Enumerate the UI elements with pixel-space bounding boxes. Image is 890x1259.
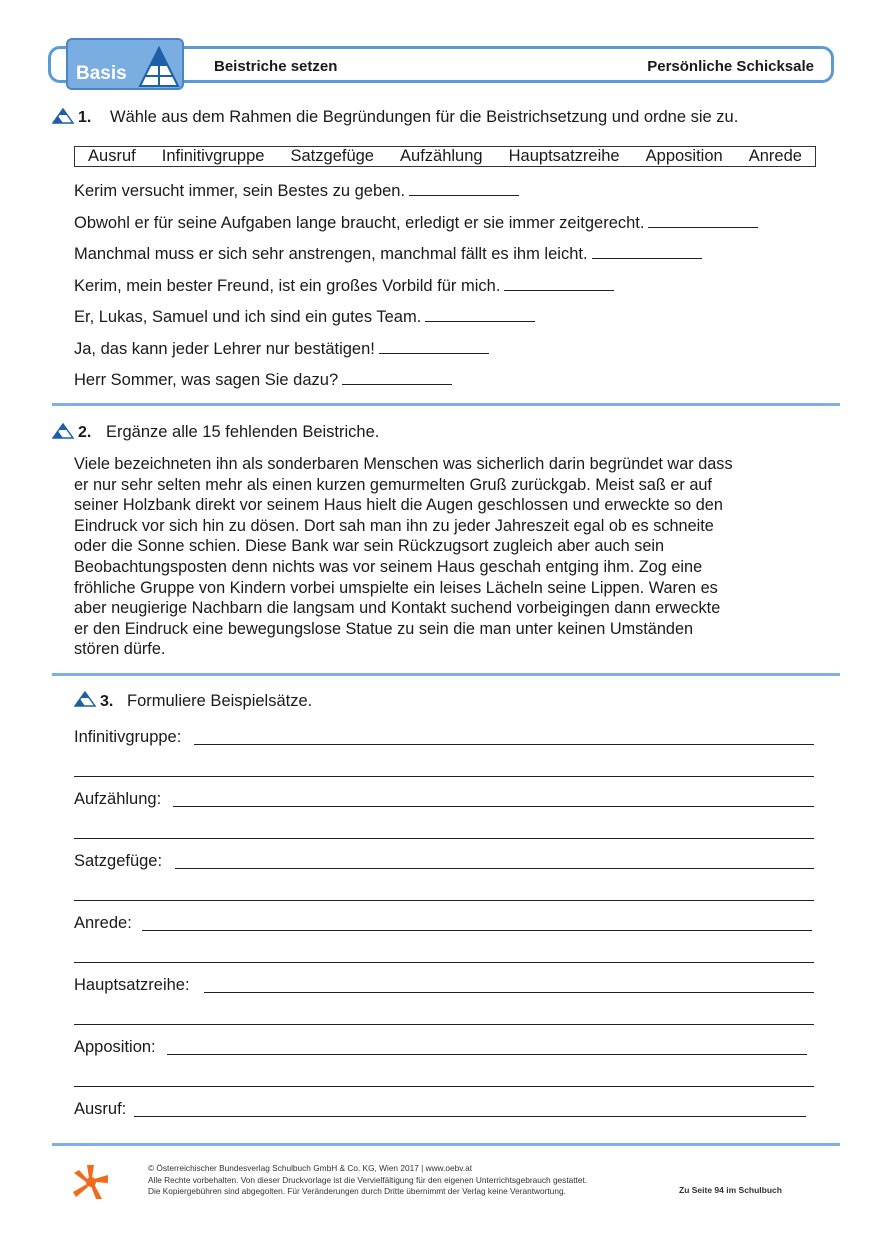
difficulty-icon [52,108,74,124]
passage-line: stören dürfe. [74,640,166,659]
worksheet-topic: Persönliche Schicksale [647,58,814,75]
task1-number: 1. [78,109,92,126]
sentence-4: Kerim, mein bester Freund, ist ein großes Vorbild für mich. [74,276,614,296]
passage-line: Beobachtungsposten denn nichts was vor seinem Haus geschah entging ihm. Zog eine [74,557,703,576]
writing-line[interactable] [194,744,814,745]
writing-line[interactable] [74,900,814,901]
label-aufzaehlung: Aufzählung: [74,790,162,808]
passage-line: er nur sehr selten mehr als einen kurzen gemurmelten Gruß zurückgab. Meist saß er auf [74,475,712,494]
passage-line: seiner Holzbank direkt vor seinem Haus hielt die Augen geschlossen und erweckte so den [74,496,723,515]
logo-text: Basis [76,63,127,84]
section-divider [52,673,840,676]
writing-line[interactable] [173,806,814,807]
label-ausruf: Ausruf: [74,1100,127,1118]
answer-blank[interactable] [379,339,489,354]
answer-blank[interactable] [504,276,614,291]
word-aufzaehlung: Aufzählung [400,147,483,165]
writing-line[interactable] [134,1116,806,1117]
word-infinitivgruppe: Infinitivgruppe [161,147,265,165]
sentence-7: Herr Sommer, was sagen Sie dazu? [74,370,452,390]
basis-logo [66,38,184,90]
passage-line: fröhliche Gruppe von Kindern vorbei umspielte ein leises Lächeln seine Lippen. Waren es [74,578,718,597]
word-hauptsatzreihe: Hauptsatzreihe [508,147,620,165]
writing-line[interactable] [167,1054,807,1055]
passage-line: Eindruck vor sich hin zu dösen. Dort sah man ihn zu jeder Jahreszeit egal ob es schneite [74,516,714,535]
publisher-logo-icon [72,1163,110,1201]
sentence-2: Obwohl er für seine Aufgaben lange braucht, erledigt er sie immer zeitgerecht. [74,213,758,233]
worksheet-title: Beistriche setzen [214,58,338,75]
passage-line: Viele bezeichneten ihn als sonderbaren Menschen was sicherlich darin begründet war dass [74,455,733,473]
difficulty-icon [74,691,96,707]
writing-line[interactable] [74,838,814,839]
writing-line[interactable] [175,868,814,869]
writing-line[interactable] [74,1024,814,1025]
answer-blank[interactable] [592,244,702,259]
word-apposition: Apposition [645,147,723,165]
passage-line: aber neugierige Nachbarn die langsam und Kontakt suchend vorbeigingen dann erweckte [74,599,721,618]
textbook-reference: Zu Seite 94 im Schulbuch [679,1185,782,1195]
writing-line[interactable] [74,962,814,963]
writing-line[interactable] [142,930,812,931]
word-anrede: Anrede [748,147,802,165]
writing-line[interactable] [74,776,814,777]
answer-blank[interactable] [648,213,758,228]
section-divider [52,403,840,406]
task3-number: 3. [100,693,114,710]
difficulty-icon [52,423,74,439]
task2-number: 2. [78,424,92,441]
passage-line: er den Eindruck eine bewegungslose Statue zu sein die man unter keinen Umständen [74,619,694,638]
word-box [74,146,816,167]
label-satzgefuege: Satzgefüge: [74,852,163,870]
footer-divider [52,1143,840,1146]
sentence-5: Er, Lukas, Samuel und ich sind ein gutes Team. [74,307,535,327]
answer-blank[interactable] [409,181,519,196]
sentence-6: Ja, das kann jeder Lehrer nur bestätigen! [74,339,489,359]
sentence-1: Kerim versucht immer, sein Bestes zu geben. [74,181,519,201]
task1-instruction: Wähle aus dem Rahmen die Begründungen für die Beistrichsetzung und ordne sie zu. [110,108,739,126]
word-ausruf: Ausruf [88,147,136,165]
footer-copyright: © Österreichischer Bundesverlag Schulbuch GmbH & Co. KG, Wien 2017 | www.oebv.at Alle Rechte vorbehalten. Von dieser Druckvorlage ist die Vervielfältigung für den eigenen Unterrichtsgebrauch gestattet. Die Kopiergebühren sind abgegolten. Für Veränderungen durch Dritte übernimmt der Verlag keine Verantwortung. [148,1163,588,1196]
answer-blank[interactable] [342,370,452,385]
text-passage [74,454,814,660]
writing-line[interactable] [204,992,814,993]
sentence-3: Manchmal muss er sich sehr anstrengen, manchmal fällt es ihm leicht. [74,244,702,264]
label-hauptsatzreihe: Hauptsatzreihe: [74,976,190,994]
label-anrede: Anrede: [74,914,132,932]
task2-instruction: Ergänze alle 15 fehlenden Beistriche. [106,423,380,441]
writing-line[interactable] [74,1086,814,1087]
pyramid-icon [138,46,180,88]
task3-instruction: Formuliere Beispielsätze. [127,692,313,710]
label-apposition: Apposition: [74,1038,156,1056]
word-satzgefuege: Satzgefüge [290,147,374,165]
answer-blank[interactable] [425,307,535,322]
label-infinitivgruppe: Infinitivgruppe: [74,728,182,746]
passage-line: oder die Sonne schien. Diese Bank war sein Rückzugsort zugleich aber auch sein [74,537,665,556]
